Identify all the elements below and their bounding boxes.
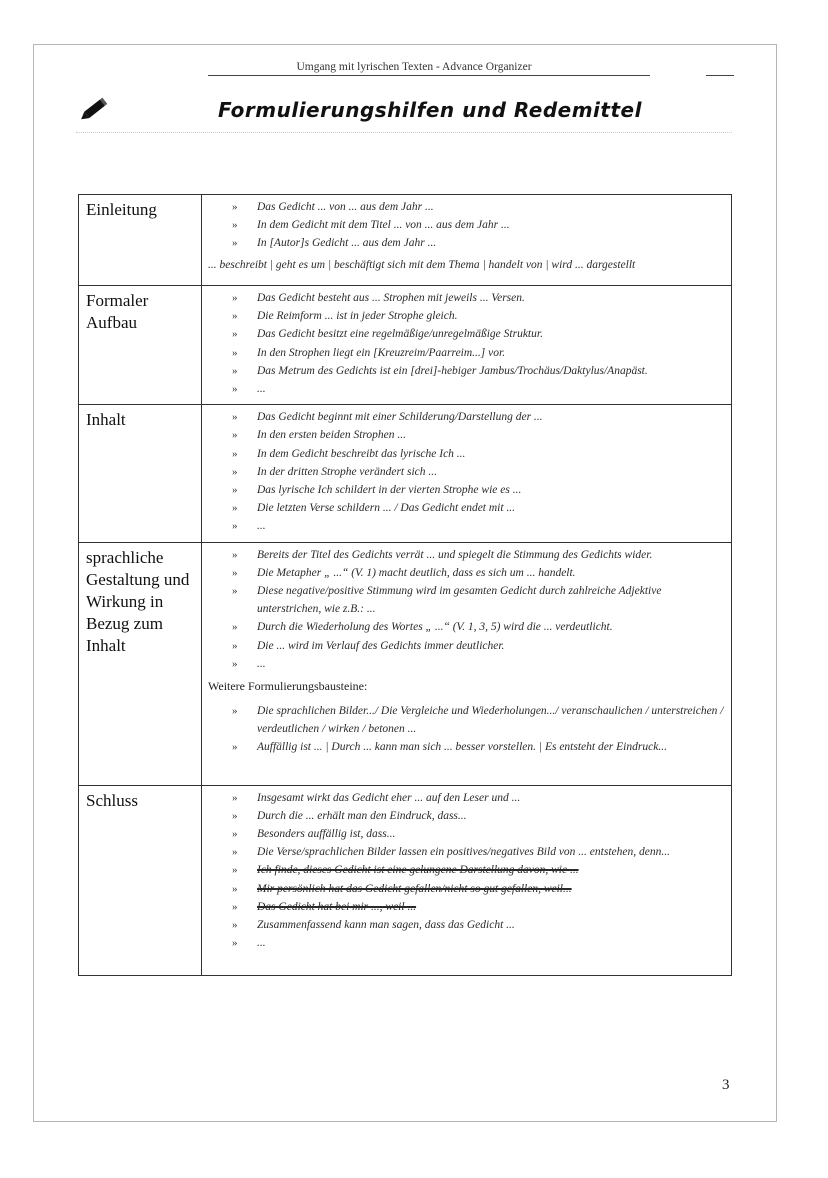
struck-item-text: Ich finde, dieses Gedicht ist eine gelungene Darstellung davon, wie ...	[257, 864, 579, 877]
bullet-mark: »	[232, 864, 238, 877]
item-text: ...	[257, 383, 266, 396]
item-text: Die Reimform ... ist in jeder Strophe gleich.	[257, 310, 458, 323]
list-item	[202, 426, 731, 444]
table-row	[79, 785, 732, 975]
list-item	[202, 380, 731, 398]
item-text: Zusammenfassend kann man sagen, dass das Gedicht ...	[257, 919, 515, 932]
item-text: Durch die ... erhält man den Eindruck, dass...	[257, 809, 467, 822]
header-rule-right	[706, 75, 734, 76]
bullet-mark: »	[232, 447, 238, 460]
bullet-mark: »	[232, 741, 238, 754]
section-label: Formaler Aufbau	[79, 286, 202, 405]
page-number: 3	[722, 1077, 730, 1093]
list-item	[202, 198, 731, 216]
list-item	[202, 463, 731, 481]
title-divider	[76, 132, 732, 133]
bullet-mark: »	[232, 937, 238, 950]
item-text: In der dritten Strophe verändert sich ...	[257, 465, 438, 478]
item-text: Das Gedicht besitzt eine regelmäßige/unregelmäßige Struktur.	[257, 328, 543, 341]
intro-phrases: ... beschreibt | geht es um | beschäftigt sich mit dem Thema | handelt von | wird ... dargestellt	[208, 258, 636, 271]
pencil-icon	[76, 94, 110, 126]
item-text: Das Metrum des Gedichts ist ein [drei]-hebiger Jambus/Trochäus/Daktylus/Anapäst.	[257, 364, 648, 377]
table-row	[79, 286, 732, 405]
item-text: ...	[257, 657, 266, 670]
bullet-mark: »	[232, 292, 238, 304]
bullet-mark: »	[232, 791, 238, 804]
section-content	[202, 785, 732, 975]
table-row	[79, 195, 732, 286]
list-item	[202, 655, 731, 673]
list-item	[202, 582, 731, 618]
list-item	[202, 618, 731, 636]
bullet-mark: »	[232, 846, 238, 859]
section-label: Einleitung	[79, 195, 202, 286]
bullet-mark: »	[232, 585, 238, 598]
bullet-mark: »	[232, 828, 238, 841]
item-text: In den ersten beiden Strophen ...	[257, 429, 407, 442]
list-item	[202, 880, 731, 898]
section-label: Schluss	[79, 785, 202, 975]
item-text: In [Autor]s Gedicht ... aus dem Jahr ...	[257, 237, 437, 250]
item-text: Bereits der Titel des Gedichts verrät ... und spiegelt die Stimmung des Gedichts wider.	[257, 548, 653, 561]
list-item	[202, 408, 731, 426]
item-text: Die letzten Verse schildern ... / Das Gedicht endet mit ...	[257, 502, 516, 515]
list-item	[202, 702, 731, 738]
struck-item-text: Das Gedicht hat bei mir ..., weil ...	[257, 900, 417, 913]
bullet-mark: »	[232, 201, 238, 213]
list-item	[202, 216, 731, 234]
bullet-mark: »	[232, 502, 238, 515]
list-item	[202, 898, 731, 916]
bullet-mark: »	[232, 566, 238, 579]
item-text: Das Gedicht ... von ... aus dem Jahr ...	[257, 201, 434, 213]
section-label: sprachliche Gestaltung und Wirkung in Bezug zum Inhalt	[79, 542, 202, 785]
list-item	[202, 481, 731, 499]
subheading: Weitere Formulierungsbausteine:	[208, 679, 368, 694]
item-text: Das Gedicht besteht aus ... Strophen mit jeweils ... Versen.	[257, 292, 525, 304]
section-content	[202, 286, 732, 405]
header-rule	[208, 75, 650, 76]
bullet-mark: »	[232, 237, 238, 250]
item-text: In den Strophen liegt ein [Kreuzreim/Paarreim...] vor.	[257, 346, 506, 359]
bullet-mark: »	[232, 310, 238, 323]
bullet-mark: »	[232, 219, 238, 232]
bullet-mark: »	[232, 465, 238, 478]
section-content	[202, 405, 732, 542]
bullet-mark: »	[232, 411, 238, 424]
list-item	[202, 546, 731, 564]
bullet-mark: »	[232, 919, 238, 932]
section-label: Inhalt	[79, 405, 202, 542]
section-content	[202, 195, 732, 286]
bullet-mark: »	[232, 809, 238, 822]
list-item	[202, 738, 731, 756]
bullet-mark: »	[232, 328, 238, 341]
list-item	[202, 517, 731, 535]
item-text: Die sprachlichen Bilder.../ Die Vergleiche und Wiederholungen.../ veranschaulichen / unterstreichen / verdeutlichen / wirken / betonen ...	[257, 705, 724, 736]
struck-item-text: Mir persönlich hat das Gedicht gefallen/nicht so gut gefallen, weil...	[257, 882, 572, 895]
list-item	[202, 289, 731, 307]
bullet-mark: »	[232, 639, 238, 652]
list-item	[202, 789, 731, 807]
section-content	[202, 542, 732, 785]
list-item	[202, 234, 731, 252]
bullet-mark: »	[232, 621, 238, 634]
bullet-mark: »	[232, 882, 238, 895]
list-item	[202, 445, 731, 463]
bullet-mark: »	[232, 520, 238, 533]
item-text: Das Gedicht beginnt mit einer Schilderung/Darstellung der ...	[257, 411, 543, 424]
bullet-mark: »	[232, 383, 238, 396]
list-item	[202, 843, 731, 861]
item-text: In dem Gedicht beschreibt das lyrische Ich ...	[257, 447, 466, 460]
item-text: Insgesamt wirkt das Gedicht eher ... auf den Leser und ...	[257, 791, 521, 804]
bullet-mark: »	[232, 346, 238, 359]
item-text: Die ... wird im Verlauf des Gedichts immer deutlicher.	[257, 639, 505, 652]
list-item	[202, 344, 731, 362]
bullet-mark: »	[232, 364, 238, 377]
item-text: ...	[257, 937, 266, 950]
item-text: Die Metapher „ ...“ (V. 1) macht deutlich, dass es sich um ... handelt.	[257, 566, 576, 579]
running-header: Umgang mit lyrischen Texten - Advance Organizer	[296, 61, 532, 73]
list-item	[202, 325, 731, 343]
item-text: Durch die Wiederholung des Wortes „ ...“ (V. 1, 3, 5) wird die ... verdeutlicht.	[257, 621, 613, 634]
item-text: In dem Gedicht mit dem Titel ... von ... aus dem Jahr ...	[257, 219, 510, 232]
list-item	[202, 934, 731, 952]
page-title: Formulierungshilfen und Redemittel	[218, 98, 642, 122]
list-item	[202, 362, 731, 380]
bullet-mark: »	[232, 548, 238, 561]
list-item	[202, 564, 731, 582]
list-item	[202, 499, 731, 517]
table-row	[79, 542, 732, 785]
phrase-table	[78, 194, 732, 976]
list-item	[202, 807, 731, 825]
list-item	[202, 637, 731, 655]
list-item	[202, 916, 731, 934]
list-item	[202, 825, 731, 843]
item-text: Auffällig ist ... | Durch ... kann man sich ... besser vorstellen. | Es entsteht der Eindruck...	[257, 741, 667, 754]
item-text: Das lyrische Ich schildert in der vierten Strophe wie es ...	[257, 484, 522, 497]
bullet-mark: »	[232, 657, 238, 670]
bullet-mark: »	[232, 484, 238, 497]
item-text: Besonders auffällig ist, dass...	[257, 828, 396, 841]
bullet-mark: »	[232, 705, 238, 718]
bullet-mark: »	[232, 429, 238, 442]
list-item	[202, 307, 731, 325]
item-text: Die Verse/sprachlichen Bilder lassen ein positives/negatives Bild von ... entstehen, denn...	[257, 846, 670, 859]
bullet-mark: »	[232, 900, 238, 913]
list-item	[202, 861, 731, 879]
item-text: ...	[257, 520, 266, 533]
item-text: Diese negative/positive Stimmung wird im gesamten Gedicht durch zahlreiche Adjektive unterstrichen, wie z.B.: ...	[257, 585, 662, 616]
table-row	[79, 405, 732, 542]
